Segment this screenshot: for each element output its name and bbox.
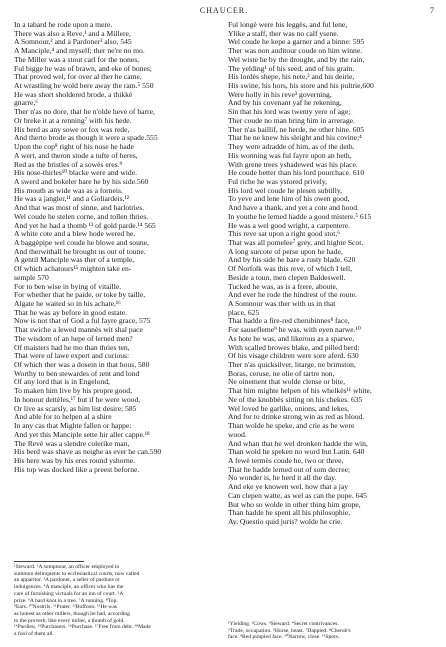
verse-line: The yelding¹ of his seed, and of his grain. [228,64,355,73]
footnote-line: care of furnishing victuals for an inn of court. ⁵A [14,590,124,597]
footnote-line: prize. ⁶A hard knot in a tree. ⁷A running. ⁸Top. [14,597,118,604]
verse-line: Wel coude he kepe a garner and a binne: 595 [228,38,365,47]
running-head: CHAUCER. [199,6,249,15]
verse-line: To maken him live by his propre good, [14,387,132,396]
verse-line: Ther coude no man bring him in arrerage. [228,116,355,125]
footnote-line: as honest as other millers, though he had, according [14,610,130,617]
verse-line: Red as the bristles of a sowès eres.⁹ [14,160,123,169]
footnote-line: ⁹Ears. ¹⁰Nostrils. ¹¹Prater. ¹²Buffoon. ¹³He was [14,604,117,611]
right-column [228,21,434,527]
verse-line: Than wolde he speke, and crie as he were [228,422,355,431]
verse-line: And for to drinke strong win as red as blood. [228,413,365,422]
verse-line: gnarre,⁶ [14,99,38,108]
footnote-line: an apparitor. ³A pardoner, a seller of pardons or [14,577,120,584]
verse-line: A wert, and theron stode a tufte of heres, [14,151,138,160]
verse-line: There was also a Reve,¹ and a Millere, [14,29,131,38]
verse-line: With grene trees yshadewed was his place. [228,160,358,169]
verse-line: This reve sat upon a right good stot,⁶ [228,230,340,239]
verse-line: Or live as scarsly, as him list desire; 585 [14,404,137,413]
verse-line: Ne of the knobbès sitting on his chekes. 635 [228,395,363,404]
verse-line: Wel wiste he by the drought, and by the rain, [228,55,365,64]
verse-line: A long surcote of perse upon he hade, [228,247,343,256]
verse-line: Wel loved he garlike, onions, and lekes, [228,404,350,413]
footnote-line: summon delinquents to ecclesiastical courts, now called [14,570,140,577]
verse-line: And whan that he wel dronken hadde the win, [228,439,368,448]
verse-line: Can clepen watte, as wel as can the pope. 645 [228,491,367,500]
verse-line: His lordès shepe, his nete,² and his deirie, [228,73,355,82]
verse-line: Of which ther was a dosein in that hous, 580 [14,361,150,370]
verse-line: His here was by his eres round yshorne. [14,456,136,465]
verse-line: A white cote and a blew hode wered he. [14,230,136,239]
page-header [14,6,434,18]
verse-line: A swerd and bokeler bare he by his side.560 [14,177,149,186]
verse-line: That him mighte helpen of his whelkès¹¹ white, [228,387,372,396]
verse-line: For to ben wise in bying of vitaille. [14,282,122,291]
verse-line: And yet this Manciple sette hir aller cappe.¹⁸ [14,430,150,439]
verse-line: Ylike a staff, ther was no calf ysene. [228,29,339,38]
verse-line: His wonning was ful fayre upon an heth, [228,151,352,160]
verse-line: His swine, his hors, his store and his pultrie,600 [228,82,374,91]
verse-line: His top was docked like a preest beforne. [14,465,140,474]
verse-line: And by his side he bare a rusty blade. 620 [228,256,356,265]
verse-line: In honour dettèles,¹⁷ but if he were wood, [14,395,141,404]
verse-line: And able for to helpen al a shire [14,413,112,422]
verse-line: Were holly in his reve³ governing, [228,90,332,99]
verse-line: His mouth as wide was as a forneis. [14,186,123,195]
verse-line: Ther n'as no dore, that he n'olde heve of barre, [14,108,155,117]
verse-line: As hote he was, and likerous as a sparwe, [228,334,355,343]
verse-line: A Somnour was ther with us in that [228,300,336,308]
verse-line: At wrastling he wold bere away the ram.⁵ 550 [14,82,154,91]
verse-line: In any cas that Mighte fallen or happe: [14,422,132,431]
verse-line: Algate he waited so in his achate,¹⁶ [14,300,121,308]
verse-line: And ever he rode the hindrest of the route. [228,291,357,300]
verse-line: In youthe he lerned hadde a good mistere.⁵ 615 [228,212,372,221]
footnote-line: a fool of them all. [14,631,54,638]
verse-line: For sausefleme⁹ he was, with eyen narwe.¹⁰ [228,326,361,335]
verse-line: That he hadde lerned out of som decree; [228,465,351,474]
verse-line: Than wold he speken no word but Latin. 640 [228,448,365,457]
verse-line: That proved wel, for over al ther he came, [14,73,142,82]
verse-line: Beside a toun, men clepen Baldeswell. [228,273,346,282]
verse-line: And yet he had a thomb ¹³ of gold parde.¹⁴ 565 [14,221,156,230]
verse-line: Ful riche he was ystored prively, [228,177,328,186]
footnote-line: indulgences. ⁴A manciple, an officer who has the [14,584,124,591]
verse-line: A Somnour,² and a Pardoner³ also, 545 [14,38,132,47]
verse-line: That hadde a fire-red cherubinnes⁸ face, [228,317,350,326]
verse-line: Boras, ceruse, ne olie of tartre non, [228,369,335,378]
verse-line: Ful bigge he was of brawn, and eke of bones; [14,64,152,73]
verse-line: Of any lord that is in Engelond, [14,378,110,387]
left-column [14,21,220,474]
verse-line: And therwithall he brought us out of toune. [14,247,146,256]
verse-line: They were adradde of him, as of the deth. [228,143,355,152]
footnote-line: ¹⁴Pardieu. ¹⁵Purchasers. ¹⁶Purchase. ¹⁷Free from debt. ¹⁸Made [14,624,151,631]
verse-line: His berd was shave as neighe as ever he can.590 [14,448,162,457]
verse-line: Of which achatours¹⁵ mighten take en- [14,265,132,274]
verse-line: And eke ye knowen wel, how that a jay [228,483,348,492]
verse-line: place, 625 [228,308,260,317]
verse-line: His nose-thirles¹⁰ blacke were and wide. [14,169,137,178]
verse-line: Of his visage children were sore aferd. 630 [228,352,359,361]
verse-line: Ful longè were his leggès, and ful lene, [228,21,348,29]
verse-line: Ay, Questio quid juris? wolde he crie. [228,517,343,526]
verse-line: Ther n'as quicksilver, litarge, ne brimston, [228,361,356,370]
verse-line: He was short sholdered brode, a thikkè [14,90,133,99]
verse-line: And that was most of sinne, and harlotries. [14,204,145,213]
verse-line: A Manciple,⁴ and myself; ther ne're no mo. [14,47,145,56]
page-number: 7 [430,6,434,15]
verse-line: Ther n'as baillif, ne herde, ne other hine. 605 [228,125,365,134]
verse-line: His berd as any sowe or fox was rede, [14,125,130,134]
verse-line: Sin that his lord was twenty yere of age; [228,108,351,117]
verse-line: wood. [228,430,247,439]
verse-line: And have a thank, and yet a cote and hood. [228,204,359,213]
footnote-line: ⁵Trade, occupation. ⁶Horse, beast. ⁷Dappled. ⁸Cherub's [228,627,351,634]
verse-line: He was a wel good wright, a carpentere. [228,221,351,230]
verse-line: The Revè was a slendre colerike man, [14,439,130,448]
verse-line: Upon the cop⁸ right of his nose he hade [14,143,134,152]
verse-line: A fewè termès coude he, two or three, [228,456,344,465]
verse-line: And therto brode as though it were a spade.555 [14,134,158,143]
left-footnotes [14,561,220,638]
verse-line: That swiche a lewed mannès wit shal pace [14,326,143,335]
verse-line: semple 570 [14,273,49,282]
verse-line: Worthy to ben stewardes of rent and lond [14,369,140,378]
verse-line: A gentil Manciple was ther of a temple, [14,256,135,265]
verse-line: To yeve and lene him of his owen good, [228,195,350,204]
verse-line: That he ne knew his sleight and his covine;⁴ [228,134,362,143]
verse-line: He coude better than his lord pourchace. 610 [228,169,365,178]
footnote-line: face. ⁹Red pimpled face. ¹⁰Narrow, close. ¹¹Spots. [228,634,340,641]
verse-line: Than hadde he spent all his philosophie, [228,509,351,518]
verse-line: Ne oinement that wolde clense or bite, [228,378,346,387]
verse-line: He was a jangler,¹¹ and a Goliardeis,¹² [14,195,130,204]
verse-line: Ther was non auditour coude on him winne. [228,47,363,56]
verse-line: Tucked he was, as is a frere, aboute, [228,282,338,291]
verse-line: That he was ay before in good estate. [14,308,128,317]
verse-line: No wonder is, he herd it all the day. [228,474,337,483]
verse-line: Of Norfolk was this reve, of which I tell, [228,265,352,274]
verse-line: Of maisters had he mo than thries ten, [14,343,130,352]
verse-line: In a tabard he rode upon a mere. [14,21,113,29]
verse-line: That was all pomelee⁷ grey, and highte Scot. [228,238,364,247]
verse-line: The Miller was a stout carl for the nones, [14,55,140,64]
verse-line: Wel coude he stelen corne, and tollen thries. [14,212,149,221]
footnote-line: ¹Steward. ²A sompnour, an officer employed to [14,564,120,570]
verse-line: His lord wel coude he plesen subtilly, [228,186,343,195]
verse-line: And by his covenant yaf he rekening, [228,99,342,108]
footnote-line: to the proverb, like every miller, a thumb of gold. [14,617,125,624]
verse-line: For whether that he paide, or toke by taille, [14,291,146,300]
right-footnotes [228,621,434,641]
footnote-rule [14,561,84,562]
verse-line: A baggèpipe wel coude he blowe and soune, [14,238,149,247]
verse-line: The wisdom of an hepe of lerned men? [14,334,133,343]
verse-line: But who so wolde in other thing him grope, [228,500,361,509]
verse-line: That were of lawe expert and curious: [14,352,130,361]
verse-line: Now is not that of God a ful fayre grace, 575 [14,317,151,326]
verse-line: With scalled browes blake, and pilled berd: [228,343,360,352]
footnote-line: ¹Yielding. ²Cows. ³Steward. ⁴Secret contrivances. [228,621,339,627]
verse-line: Or breke it at a renning⁷ with his hede. [14,116,132,125]
